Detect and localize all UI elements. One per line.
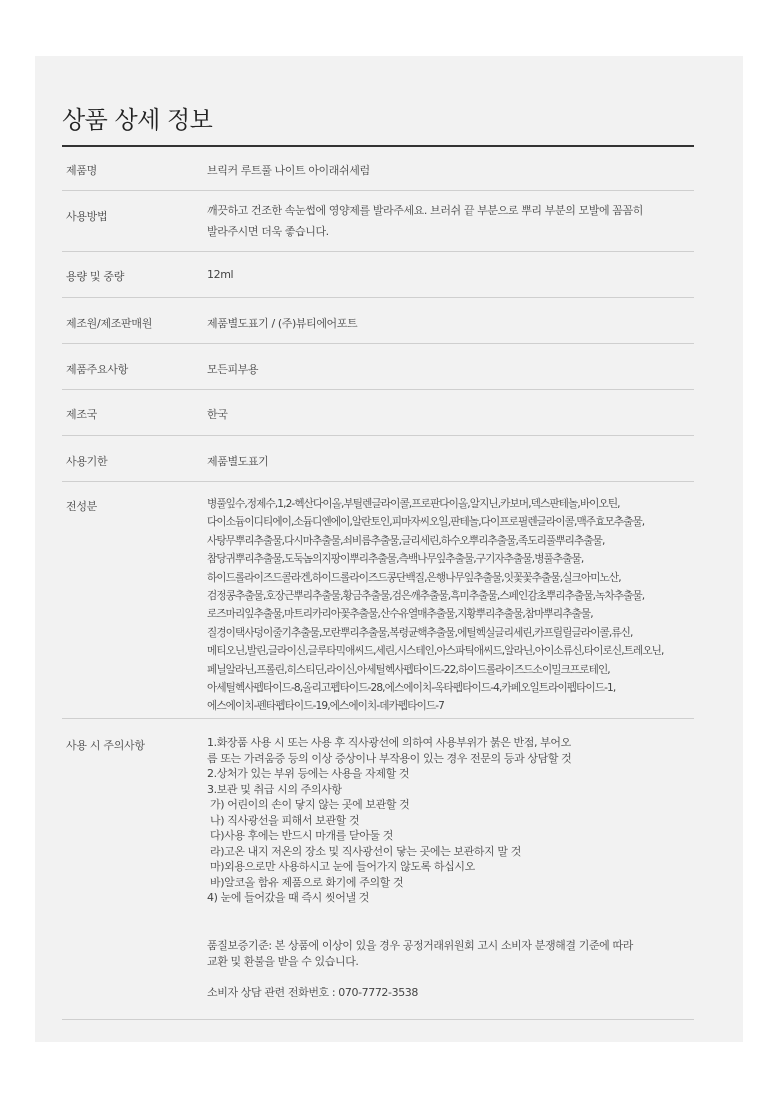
row-divider [62, 481, 694, 482]
label-key-info: 제품주요사항 [66, 363, 128, 376]
label-usage: 사용방법 [66, 210, 108, 223]
row-divider [62, 190, 694, 191]
value-manufacturer: 제품별도표기 / (주)뷰티에어포트 [207, 317, 358, 330]
row-divider [62, 718, 694, 719]
value-key-info: 모든피부용 [207, 363, 259, 376]
value-expiration: 제품별도표기 [207, 455, 269, 468]
page-title: 상품 상세 정보 [62, 106, 213, 134]
value-volume: 12ml [207, 268, 234, 281]
value-product-name: 브릭커 루트풀 나이트 아이래쉬세럼 [207, 164, 370, 177]
row-divider [62, 251, 694, 252]
label-volume: 용량 및 중량 [66, 270, 125, 283]
label-manufacturer: 제조원/제조판매원 [66, 317, 153, 330]
row-divider [62, 1019, 694, 1020]
row-divider [62, 389, 694, 390]
label-ingredients: 전성분 [66, 500, 97, 513]
label-expiration: 사용기한 [66, 455, 108, 468]
value-cautions: 1.화장품 사용 시 또는 사용 후 직사광선에 의하여 사용부위가 붉은 반점, 부어오 름 또는 가려움증 등의 이상 증상이나 부작용이 있는 경우 전문의 등과 상담할 것 2.상처가 있는 부위 등에는 사용을 자제할 것 3.보관 및 취급 시의 주의사항 가) 어린이의 손이 닿지 않는 곳에 보관할 것 나) 직사광선을 피해서 보관할 것 다)사용 후에는 반드시 마개를 닫아둘 것 라)고온 내지 저온의 장소 및 직사광선이 닿는 곳에는 보관하지 말 것 마)외용으로만 사용하시고 눈에 들어가지 않도록 하십시오 바)알코올 함유 제품으로 화기에 주의할 것 4) 눈에 들어갔을 때 즉시 씻어낼 것 [207, 736, 572, 904]
label-country: 제조국 [66, 408, 97, 421]
value-usage: 깨끗하고 건조한 속눈썹에 영양제를 발라주세요. 브러쉬 끝 부분으로 뿌리 부분의 모발에 꼼꼼히 발라주시면 더욱 좋습니다. [207, 204, 643, 238]
value-ingredients: 병풀잎수,정제수,1,2-헥산다이올,부틸렌글라이콜,프로판다이올,알지닌,카보머,덱스판테놀,바이오틴, 다이소듐이디티에이,소듐디엔에이,알란토인,피마자씨오일,판테놀,다이프로필렌글라이콜,맥주효모추출물, 사탕무뿌리추출물,다시마추출물,쇠비름추출물,글리세린,하수오뿌리추출물,족도리풀뿌리추출물, 참당귀뿌리추출물,도둑놈의지팡이뿌리추출물,측백나무잎추출물,구기자추출물,병풀추출물, 하이드롤라이즈드콜라겐,하이드롤라이즈드콩단백질,은행나무잎추출물,잇꽃꽃추출물,실크아미노산, 검정콩추출물,호장근뿌리추출물,황금추출물,검은깨추출물,흑미추출물,스페인감초뿌리추출물,녹차추출물, 로즈마리잎추출물,마트리카리아꽃추출물,산수유열매추출물,지황뿌리추출물,참마뿌리추출물, 질경이택사덩이줄기추출물,모란뿌리추출물,복령균핵추출물,에틸헥실글리세린,카프릴릴글라이콜,류신, 메티오닌,발린,글라이신,글루타믹애씨드,세린,시스테인,아스파틱애씨드,알라닌,아이소류신,타이로신,트레오닌, 페닐알라닌,프롤린,히스티딘,라이신,아세틸헥사펩타이드-22,하이드롤라이즈드소이밀크프로테인, 아세틸헥사펩타이드-8,올리고펩타이드-28,에스에이치-옥타펩타이드-4,카페오일트라이펩타이드-1, 에스에이치-펜타펩타이드-19,에스에이치-데카펩타이드-7 [207, 498, 664, 713]
quality-guarantee-notice: 품질보증기준: 본 상품에 이상이 있을 경우 공정거래위원회 고시 소비자 분쟁해결 기준에 따라 교환 및 환불을 받을 수 있습니다. 소비자 상담 관련 전화번호 : 070-7772-3538 [207, 939, 633, 999]
row-divider [62, 343, 694, 344]
value-country: 한국 [207, 408, 228, 421]
label-cautions: 사용 시 주의사항 [66, 739, 145, 752]
row-divider [62, 435, 694, 436]
header-divider [62, 145, 694, 147]
label-product-name: 제품명 [66, 164, 97, 177]
row-divider [62, 297, 694, 298]
